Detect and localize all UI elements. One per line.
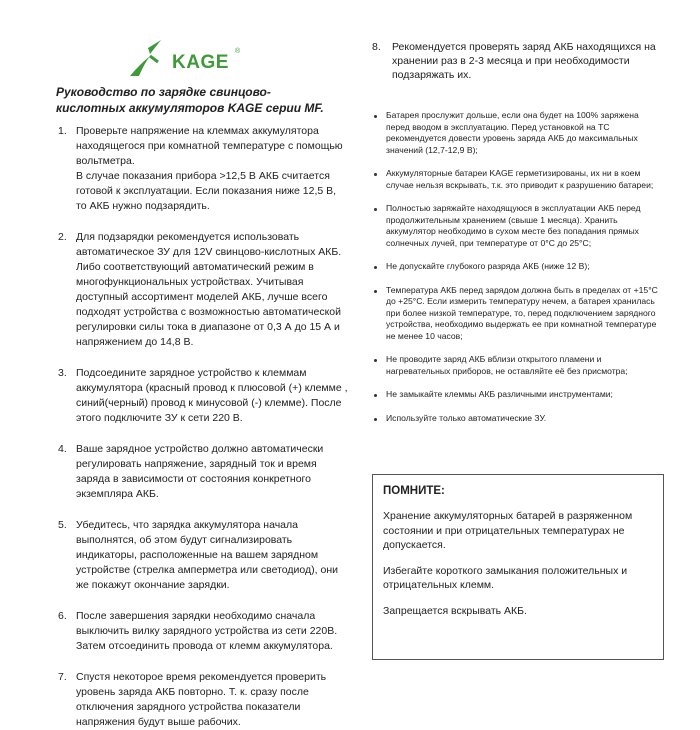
notice-box (372, 474, 664, 660)
page-title: Руководство по зарядке свинцово-кислотных аккумуляторов KAGE серии MF. (56, 85, 324, 115)
logo-text: KAGE (172, 52, 229, 73)
item-number: 5. (58, 519, 67, 531)
item-text: Спустя некоторое время рекомендуется проверить уровень заряда АКБ повторно. Т. к. сразу после отключения зарядного устройства показатели напряжения будут выше рабочих. (76, 671, 327, 728)
tip-item: Батарея прослужит дольше, если она будет на 100% заряжена перед вводом в эксплуатацию. Перед установкой на ТС рекомендуется довести уровень заряда АКБ до максимальных значений (12,7-12,9 В); (372, 110, 664, 156)
notice-line: Запрещается вскрывать АКБ. (383, 604, 527, 617)
item-text: После завершения зарядки необходимо сначала выключить вилку зарядного устройства из сети 220В. Затем отсоединить провода от клемм аккумулятора. (76, 610, 338, 652)
item-number: 7. (58, 671, 67, 683)
tip-item: Не допускайте глубокого разряда АКБ (ниже 12 В); (372, 261, 664, 273)
instruction-item-5 (58, 518, 348, 593)
item-text: Убедитесь, что зарядка аккумулятора начала выполнятся, об этом будут сигнализировать индикаторы, расположенные на вашем зарядном устройстве (стрелка амперметра или светодиод), они же покажут окончание зарядки. (76, 519, 338, 591)
instruction-item-7 (58, 670, 348, 730)
tip-item: Используйте только автоматические ЗУ. (372, 413, 664, 425)
tip-item: Температура АКБ перед зарядом должна быть в пределах от +15°C до +25°C. Если измерить температуру нечем, а батарея хранилась при более низкой температуре, то, перед подключением зарядного устройства, необходимо выдержать ее при комнатной температуре не менее 10 часов; (372, 285, 664, 343)
notice-line: Хранение аккумуляторных батарей в разряженном состоянии и при отрицательных температурах не допускается. (383, 510, 633, 551)
tip-item: Не проводите заряд АКБ вблизи открытого пламени и нагревательных приборов, не оставляйте её без присмотра; (372, 354, 664, 377)
item-text: Ваше зарядное устройство должно автоматически регулировать напряжение, зарядный ток и время заряда в зависимости от состояния конкретного экземпляра АКБ. (76, 443, 324, 500)
notice-line: Избегайте короткого замыкания положительных и отрицательных клемм. (383, 564, 628, 591)
item-number: 8. (372, 41, 381, 53)
item-text: Подсоедините зарядное устройство к клеммам аккумулятора (красный провод к плюсовой (+) клемме , синий(черный) провод к минусовой (-) клемме). После этого подключите ЗУ к сети 220 В. (76, 367, 348, 424)
instruction-item-3 (58, 366, 348, 426)
tip-item: Полностью заряжайте находящуюся в эксплуатации АКБ перед продолжительным хранением (свыше 1 месяца). Хранить аккумулятор необходимо в сухом месте без попадания прямых солнечных лучей, при температуре от 0°C до 25°C; (372, 203, 664, 249)
item-number: 6. (58, 610, 67, 622)
item-text: Рекомендуется проверять заряд АКБ находящихся на хранении раз в 2-3 месяца и при необходимости подзаряжать их. (392, 41, 656, 81)
item-text: Проверьте напряжение на клеммах аккумулятора находящегося при комнатной температуре с помощью вольтметра. (76, 125, 343, 167)
tip-item: Аккумуляторные батареи KAGE герметизированы, их ни в коем случае нельзя вскрывать, т.к. это приводит к разрушению батареи; (372, 168, 664, 191)
item-number: 1. (58, 125, 67, 137)
registered-mark: ® (235, 48, 241, 55)
item-text: Для подзарядки рекомендуется использовать автоматическое ЗУ для 12V свинцово-кислотных АКБ. Либо соответствующий автоматический режим в многофункциональных устройствах. Учитывая доступный ассортимент моделей АКБ, лучше всего подходят устройства с возможностью автоматической регулировки силы тока в диапазоне от 0,3 А до 15 А и напряжением до 14,8 В. (76, 231, 342, 348)
instruction-list (58, 124, 348, 730)
instruction-item-4 (58, 442, 348, 502)
leaf-icon (128, 38, 174, 78)
item-number: 3. (58, 367, 67, 379)
item-text: В случае показания прибора >12,5 В АКБ считается готовой к эксплуатации. Если показания ниже 12,5 В, то АКБ нужно подзарядить. (76, 170, 337, 212)
tips-list (372, 110, 664, 424)
instruction-item-1 (58, 124, 348, 214)
instruction-item-2 (58, 230, 348, 350)
instruction-item-6 (58, 609, 348, 654)
item-number: 2. (58, 231, 67, 243)
tip-item: Не замыкайте клеммы АКБ различными инструментами; (372, 389, 664, 401)
kage-logo (128, 38, 258, 78)
instruction-item-8 (372, 40, 662, 82)
notice-title: ПОМНИТЕ: (383, 485, 445, 497)
instruction-item-8-container (372, 40, 662, 82)
item-number: 4. (58, 443, 67, 455)
